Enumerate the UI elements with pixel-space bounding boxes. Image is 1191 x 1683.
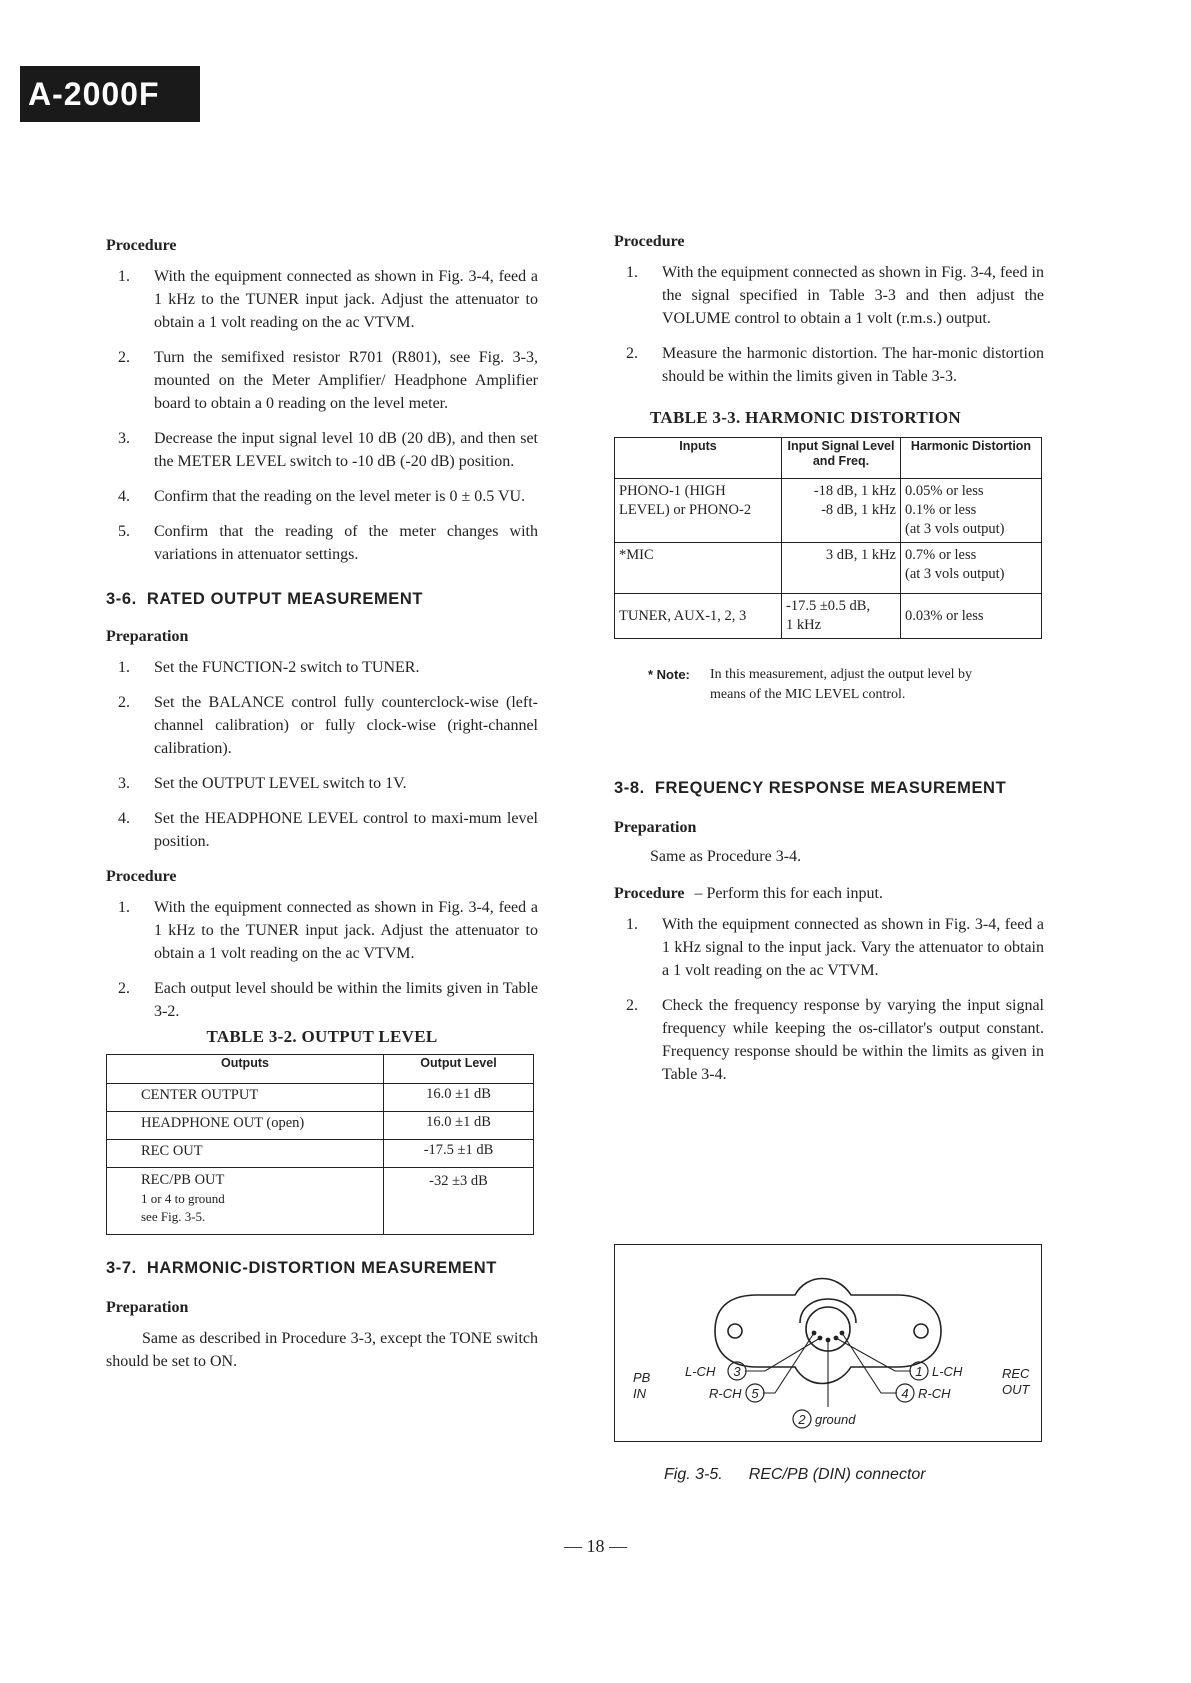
table-header: Input Signal Level and Freq. [782,438,901,479]
preparation-heading: Preparation [106,1299,189,1316]
table-row: REC/PB OUT 1 or 4 to ground see Fig. 3-5. -32 ±3 dB [107,1168,534,1235]
table-header: Inputs [615,438,782,479]
ground-label: ground [815,1412,856,1427]
left-column [106,234,538,1373]
table-header: Output Level [384,1055,534,1084]
procedure-steps [614,913,1044,1086]
out-label: OUT [1002,1382,1030,1397]
table-row: TUNER, AUX-1, 2, 3 -17.5 ±0.5 dB, 1 kHz 0.03% or less [615,594,1042,639]
table-row: *MIC 3 dB, 1 kHz 0.7% or less (at 3 vols output) [615,543,1042,594]
list-item: 1. With the equipment connected as shown in Fig. 3-4, feed a 1 kHz signal to the input jack. Vary the attenuator to obtain a 1 volt reading on the ac VTVM. [626,916,1044,979]
list-item: 1. Set the FUNCTION-2 switch to TUNER. [118,659,420,676]
pin-2-label: 2 [798,1412,806,1427]
right-column [614,230,1044,1098]
section-heading: 3-7. HARMONIC-DISTORTION MEASUREMENT [106,1259,497,1277]
in-label: IN [633,1386,646,1401]
preparation-text: Same as Procedure 3-4. [650,848,802,865]
procedure-steps [106,896,538,1023]
section-heading: 3-8. FREQUENCY RESPONSE MEASUREMENT [614,779,1007,797]
table-note: * Note: In this measurement, adjust the output level by means of the MIC LEVEL control. [648,667,973,702]
procedure-heading-line: Procedure – Perform this for each input. [614,885,883,902]
list-item: 1. With the equipment connected as shown in Fig. 3-4, feed a 1 kHz to the TUNER input jack. Adjust the attenuator to obtain a 1 volt reading on the ac VTVM. [118,268,538,331]
page-number: — 18 — [564,1536,627,1556]
procedure-heading: Procedure [106,868,177,885]
table-row: HEADPHONE OUT (open) 16.0 ±1 dB [107,1112,534,1140]
list-item: 2. Turn the semifixed resistor R701 (R801), see Fig. 3-3, mounted on the Meter Amplifier/ Headphone Amplifier board to obtain a 0 reading on the level meter. [118,349,538,412]
pin-1-label: 1 [915,1364,923,1379]
table-header: Harmonic Distortion [901,438,1042,479]
list-item: 2. Each output level should be within the limits given in Table 3-2. [118,980,538,1020]
list-item: 1. With the equipment connected as shown in Fig. 3-4, feed a 1 kHz to the TUNER input jack. Adjust the attenuator to obtain a 1 volt reading on the ac VTVM. [118,899,538,962]
list-item: 4. Set the HEADPHONE LEVEL control to maxi-mum level position. [118,810,538,850]
list-item: 3. Decrease the input signal level 10 dB (20 dB), and then set the METER LEVEL switch to -10 dB (-20 dB) position. [118,430,538,470]
table-header: Outputs [107,1055,384,1084]
left-rch-label: R-CH [709,1386,742,1401]
pb-label: PB [633,1370,651,1385]
table-row: CENTER OUTPUT 16.0 ±1 dB [107,1084,534,1112]
figure-caption: Fig. 3-5. REC/PB (DIN) connector [664,1466,926,1483]
list-item: 4. Confirm that the reading on the level meter is 0 ± 0.5 VU. [118,488,526,505]
procedure-steps [614,261,1044,388]
list-item: 5. Confirm that the reading of the meter changes with variations in attenuator settings. [118,523,538,563]
preparation-steps [106,656,538,853]
section-heading: 3-6. RATED OUTPUT MEASUREMENT [106,590,424,608]
list-item: 2. Measure the harmonic distortion. The har-monic distortion should be within the limits given in Table 3-3. [626,345,1044,385]
list-item: 2. Set the BALANCE control fully counterclock-wise (left-channel calibration) or fully clock-wise (right-channel calibration). [118,694,538,757]
left-lch-label: L-CH [685,1364,716,1379]
table-title: TABLE 3-3. HARMONIC DISTORTION [650,408,961,427]
list-item: 2. Check the frequency response by varying the input signal frequency while keeping the os-cillator's output constant. Frequency response should be within the limits as given in Table 3-4. [626,997,1044,1083]
table-title: TABLE 3-2. OUTPUT LEVEL [206,1027,438,1046]
pin-4-label: 4 [901,1386,909,1401]
preparation-heading: Preparation [106,628,189,645]
procedure-steps [106,265,538,566]
output-level-table [106,1054,534,1235]
procedure-heading: Procedure [106,237,177,254]
model-badge: A-2000F [20,66,200,122]
preparation-heading: Preparation [614,819,697,836]
rec-label: REC [1002,1366,1030,1381]
procedure-heading: Procedure [614,233,685,250]
din-connector-diagram [615,1245,1041,1441]
table-row: REC OUT -17.5 ±1 dB [107,1140,534,1168]
list-item: 3. Set the OUTPUT LEVEL switch to 1V. [118,775,407,792]
pin-5-label: 5 [751,1386,759,1401]
pin-3-label: 3 [733,1364,741,1379]
list-item: 1. With the equipment connected as shown in Fig. 3-4, feed in the signal specified in Table 3-3 and then adjust the VOLUME control to obtain a 1 volt (r.m.s.) output. [626,264,1044,327]
right-lch-label: L-CH [932,1364,963,1379]
right-rch-label: R-CH [918,1386,951,1401]
table-row: PHONO-1 (HIGH LEVEL) or PHONO-2 -18 dB, 1 kHz -8 dB, 1 kHz 0.05% or less 0.1% or less (at 3 vols output) [615,479,1042,543]
harmonic-distortion-table [614,437,1042,639]
preparation-text: Same as described in Procedure 3-3, except the TONE switch should be set to ON. [106,1330,538,1370]
din-connector-figure [614,1244,1042,1442]
